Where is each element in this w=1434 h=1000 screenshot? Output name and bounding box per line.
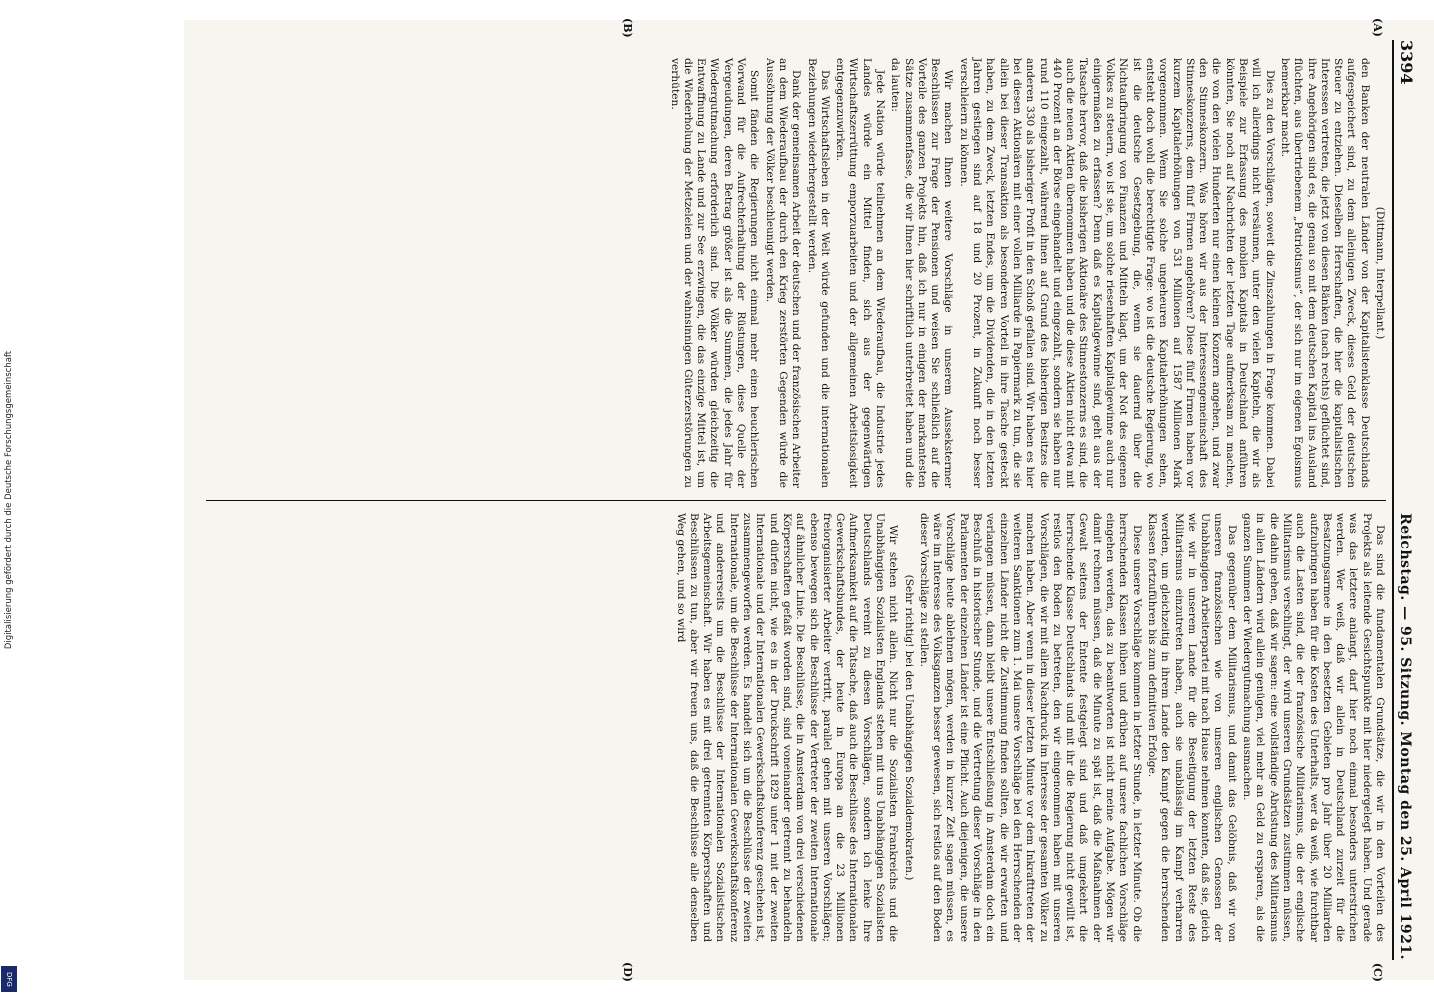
digitization-credit: Digitalisierung gefördert durch die Deutsche Forschungsgemeinschaft xyxy=(4,350,14,650)
paragraph: Jede Nation würde teilnehmen an dem Wiederaufbau, die Industrie jedes Landes würde ein Mittel finden, sich aus der gegenwärtigen Wirtschaftszerrüttung emporzuarbeiten und der allgemeinen Arbeitslosigkeit entgegenzuwirken. xyxy=(834,58,887,488)
margin-marker-d: (D) xyxy=(621,962,634,982)
right-column xyxy=(206,500,1386,982)
dfg-logo: DFG xyxy=(1,966,17,992)
margin-marker-b: (B) xyxy=(621,18,634,38)
margin-marker-c: (C) xyxy=(1371,962,1384,982)
interjection: (Sehr richtig! bei den Unabhängigen Sozialdemokraten.) xyxy=(902,574,915,881)
digitization-sidebar xyxy=(0,0,18,1000)
page-title: Reichstag. — 95. Sitzung. Montag den 25. April 1921. xyxy=(1397,513,1413,960)
paragraph: den Banken der neutralen Länder von der Kapitalistenklasse Deutschlands aufgespeichert sind, zu dem alleinigen Zweck, dieses Geld der deutschen Steuer zu entziehen. Dieselben Herrschaften, die hier die kapitalistischen Interessen vertreten, die jetzt von diesen Bänken (nach rechts) geflüchtet sind, ihre Angehörigen sind es, die genau so mit dem deutschen Kapital ins Ausland flüchten, aus übertriebenem „Patriotismus“, der sich nur im eigenen Egoismus bemerkbar macht. xyxy=(1278,58,1371,488)
paragraph: Das gegenüber dem Militarismus, und damit das Gelöbnis, daß wir von unseren französischen wie von unseren englischen Genossen der Unabhängigen Arbeiterpartei mit nach Hause nehmen konnten, daß sie, gleich wie wir in unserem Lande für die Beseitigung der letzten Reste des Militarismus einzutreten haben, auch sie unablässig im Kampf verharren werden, um gleichzeitig in ihrem Lande den Kampf gegen die herrschenden Klassen fortzuführen bis zum definitiven Erfolge. xyxy=(1145,513,1238,942)
paragraph: Wir stehen nicht allein. Nicht nur die Sozialisten Frankreichs und die Unabhängigen Sozialisten Englands stehen mit uns Unabhängigen Sozialisten Deutschlands vereint zu diesen Vorschlägen, sondern ich lenke Ihre Aufmerksamkeit auf die Tatsache, daß auch die Beschlüsse des Internationalen Gewerkschaftsbundes, der heute in Europa an die 23 Millionen freiorganisierter Arbeiter vertritt, parallel gehen mit unseren Vorschlägen; ebenso bewegen sich die Beschlüsse der Vertreter der zweiten Internationale auf ähnlicher Linie. Die Beschlüsse, die in Amsterdam von drei verschiedenen Körperschaften gefaßt worden sind, sind voneinander getrennt zu behandeln und dürfen nicht, wie es in der Druckschrift 1829 unter 1 mit der zweiten Internationale und der Internationalen Gewerkschaftskonferenz geschehen ist, zusammengeworfen werden. Es handelt sich um die Beschlüsse der zweiten Internationale, um die Beschlüsse der Internationalen Gewerkschaftskonferenz und andererseits um die Beschlüsse der Internationalen Sozialistischen Arbeitsgemeinschaft. Wir haben es mit drei getrennten Körperschaften und Beschlüssen zu tun, aber wir freuen uns, daß die Beschlüsse alle denselben Weg gehen, und so wird xyxy=(674,513,900,942)
page-header xyxy=(1392,40,1416,960)
paragraph: Somit fänden die Regierungen nicht einmal mehr einen heuchlerischen Vorwand für die Aufrechterhaltung der Rüstungen, diese Quelle der Vergeudungen, deren Betrag größer ist als die Summen, die jedes Jahr für Wiedergutmachung erforderlich sind. Die Völker würden gleichzeitig die Entwaffnung zu Lande und zur See erzwingen, die das einzige Mittel ist, um die Wiederholung der Metzeleien und der wahnsinnigen Güterzerstörungen zu verhüten. xyxy=(668,58,761,488)
page-number: 3394 xyxy=(1397,40,1416,85)
speaker-note: (Dittmann, Interpellant.) xyxy=(1374,206,1386,340)
text-columns xyxy=(206,18,1386,982)
paragraph: Dank der gemeinsamen Arbeit der deutschen und der französischen Arbeiter an dem Wiederaufbau der durch den Krieg zerstörten Gegenden würde die Aussöhnung der Völker beschleunigt werden. xyxy=(763,58,803,488)
paragraph: Wir machen Ihnen weitere Vorschläge in unserem Aussekstermer Beschlüssen zur Frage der Pensionen und weisen Sie schließlich auf die Vorteile des ganzen Projekts hin, daß ich nur in einigen der markantesten Sätze zusammenfasse, die wir Ihnen hier schriftlich unterbreitet haben und die da lauten: xyxy=(889,58,955,488)
margin-marker-a: (A) xyxy=(1371,18,1384,37)
paragraph: Das Wirtschaftsleben in der Welt würde gefunden und die internationalen Beziehungen wiederhergestellt werden. xyxy=(805,58,831,488)
paragraph: Diese unsere Vorschläge kommen in letzter Stunde, in letzter Minute. Ob die herrschenden Klassen hüben und drüben auf unsere fachlichen Vorschläge eingehen werden, das zu beantworten ist nicht meine Aufgabe. Mögen wir damit rechnen müssen, daß die Minute zu spät ist, daß die Maßnahmen der Gewalt seitens der Entente festgelegt sind und daß umgekehrt die herrschende Klasse Deutschlands und mit ihr die Regierung nicht gewillt ist, restlos den Boden zu betreten, den wir eingenommen haben mit unseren Vorschlägen, die wir mit allem Nachdruck im Interesse der gesamten Völker zu machen haben. Aber wenn in dieser letzten Minute vor dem Inkrafttreten der weiteren Sanktionen zum 1. Mai unsere Vorschläge bei den Herrschenden der einzelnen Länder nicht die Zustimmung finden sollten, die wir erwarten und verlangen müssen, dann bleibt unsere Entschließung in Amsterdam doch ein Beschluß in historischer Stunde, und die Vertretung dieser Vorschläge in den Parlamenten der einzelnen Länder ist eine Pflicht. Auch diejenigen, die unsere Vorschläge heute ablehnen mögen, werden in kurzer Zeit sagen müssen, es wäre im Interesse des Volksganzen besser gewesen, sich restlos auf den Boden dieser Vorschläge zu stellen. xyxy=(917,513,1143,942)
paragraph: Dies zu den Vorschlägen, soweit die Zinszahlungen in Frage kommen. Dabei will ich allerdings nicht versäumen, unter den vielen Kapiteln, die wir als Beispiele zur Erfassung des mobilen Kapitals in Deutschland anführen könnten, Sie noch auf Nachrichten der letzten Tage aufmerksam zu machen, die von den vielen Hunderten nur einen kleinen Konzern angehen, und zwar den Stinneskonzern. Was hören wir aus der Interessengemeinschaft des Stinneskonzerns, dem fünf Firmen angehören? Diese fünf Firmen haben vor kurzem Kapitalerhöhungen von 531 Millionen auf 1587 Millionen Mark vorgenommen. Wenn Sie solche ungeheuren Kapitalerhöhungen sehen, entsteht doch wohl die berechtigte Frage: wo ist die deutsche Regierung, wo ist die deutsche Gesetzgebung, die, wenn sie dauernd über die Nichtaufbringung von Finanzen und Mitteln klagt, um der Not des eigenen Volkes zu steuern, wo ist sie, um solche riesenhaften Kapitalgewinne auch nur einigermaßen zu erfassen? Denn daß es Kapitalgewinne sind, geht aus der Tatsache hervor, daß die bisherigen Aktionäre des Stinnestonzerns es sind, die auch die neuen Aktien übernommen haben und die diese Aktien nicht etwa mit 440 Prozent an der Börse eingehandelt und eingezahlt, sondern sie haben nur rund 110 eingezahlt, während ihnen auf Grund des bisherigen Besitzes die anderen 330 als bisheriger Profit in den Schoß gefallen sind. Wir haben es hier bei diesen Aktionären mit einer vollen Milliarde in Papiermark zu tun, die sie allein bei dieser Transaktion als besonderen Vorteil in ihre Tasche gesteckt haben, zu dem Zweck, letzten Endes, um die Dividenden, die in den letzten Jahren gestiegen sind auf 18 und 20 Prozent, in Zukunft noch besser verschleiern zu können. xyxy=(957,58,1276,488)
paragraph: Das sind die fundamentalen Grundsätze, die wir in den Vorteilen des Projekts als leitende Gesichtspunkte mit hier niedergelegt haben. Und gerade was das letztere anlangt, darf hier noch einmal besonders unterstrichen werden. Wer weiß, daß wir allein in Deutschland zurzeit für die Besatzungsarmee in den besetzten Gebieten pro Jahr über 20 Milliarden aufzubringen haben für die Kosten des Unterhalts, wer da weiß, wie furchtbar auch die Lasten sind, die der französische Militarismus, die der englische Militarismus verschlingt, der wird unseren Grundsätzen zustimmen müssen, die dahin gehen, daß wir sagen: eine vollständige Abrüstung des Militarismus in allen Ländern wird allein genügen, viel mehr an Geld zu ersparen, als die ganzen Summen der Wiedergutmachung ausmachen. xyxy=(1241,513,1386,942)
left-column xyxy=(206,18,1386,500)
scanned-page xyxy=(184,20,1434,980)
